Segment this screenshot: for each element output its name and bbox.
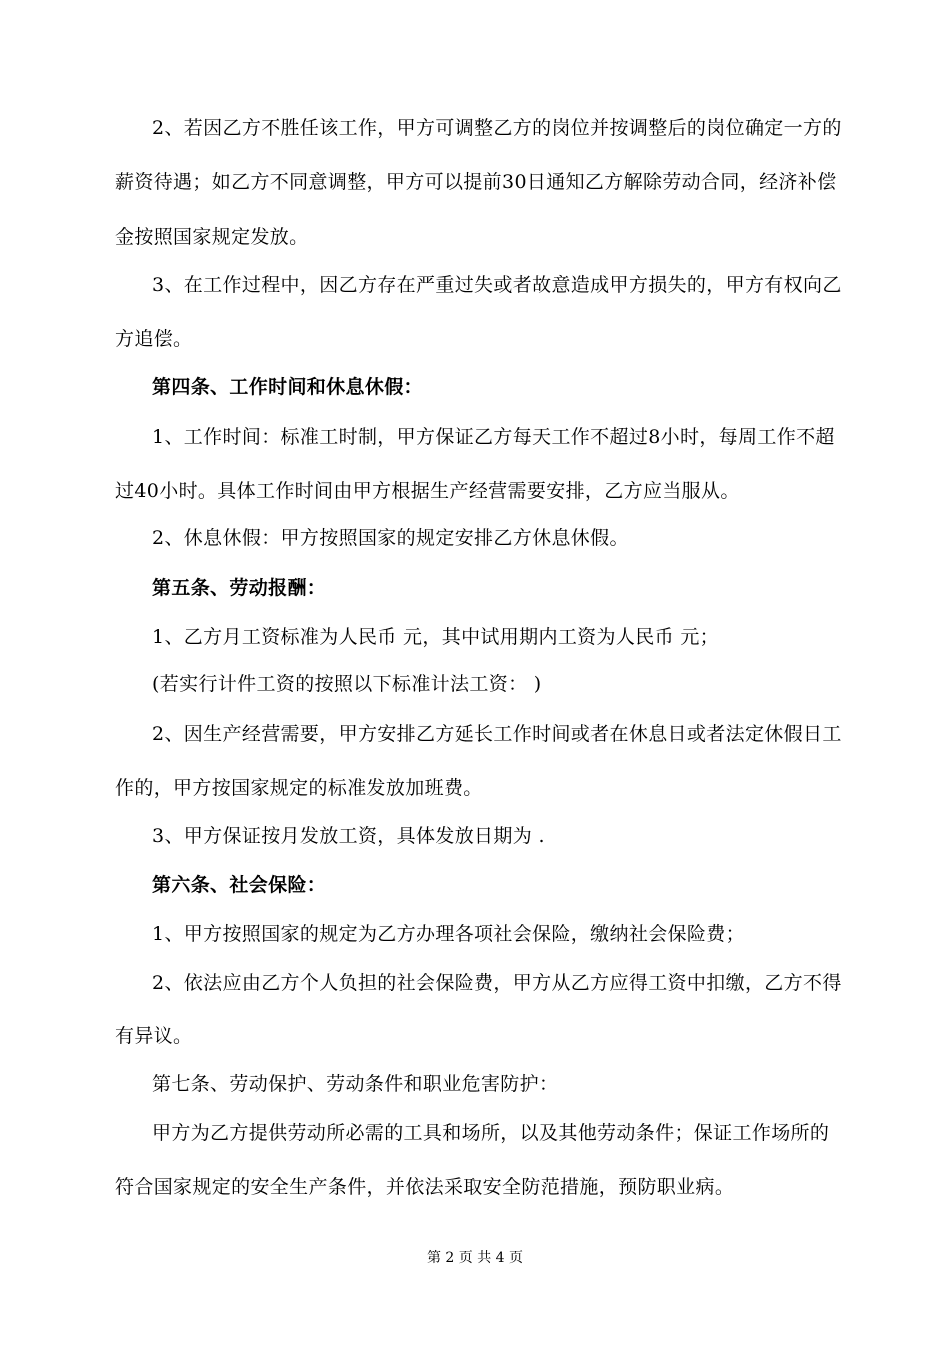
paragraph-line: 薪资待遇；如乙方不同意调整，甲方可以提前30日通知乙方解除劳动合同，经济补偿 [115,171,837,193]
paragraph-line: 2、若因乙方不胜任该工作，甲方可调整乙方的岗位并按调整后的岗位确定一方的 [152,117,842,139]
paragraph-line: 2、休息休假：甲方按照国家的规定安排乙方休息休假。 [152,527,629,549]
paragraph-line: 甲方为乙方提供劳动所必需的工具和场所，以及其他劳动条件；保证工作场所的 [152,1122,830,1144]
section-heading: 第六条、社会保险： [152,874,327,896]
paragraph-line: 有异议。 [115,1025,193,1047]
paragraph-line: 2、因生产经营需要，甲方安排乙方延长工作时间或者在休息日或者法定休假日工 [152,723,842,745]
paragraph-line: (若实行计件工资的按照以下标准计法工资： ) [152,673,542,695]
page-number: 第 2 页 共 4 页 [426,1250,524,1266]
paragraph-line: 3、在工作过程中，因乙方存在严重过失或者故意造成甲方损失的，甲方有权向乙 [152,274,842,296]
paragraph-line: 方追偿。 [115,328,193,350]
paragraph-line: 1、甲方按照国家的规定为乙方办理各项社会保险，缴纳社会保险费； [152,923,745,945]
paragraph-line: 3、甲方保证按月发放工资，具体发放日期为 . [152,825,545,847]
paragraph-line: 1、工作时间：标准工时制，甲方保证乙方每天工作不超过8小时，每周工作不超 [152,426,835,448]
section-heading: 第五条、劳动报酬： [152,577,327,599]
paragraph-line: 过40小时。具体工作时间由甲方根据生产经营需要安排，乙方应当服从。 [115,480,740,502]
paragraph-line: 2、依法应由乙方个人负担的社会保险费，甲方从乙方应得工资中扣缴，乙方不得 [152,972,842,994]
paragraph-line: 1、乙方月工资标准为人民币 元，其中试用期内工资为人民币 元； [152,626,720,648]
section-heading: 第七条、劳动保护、劳动条件和职业危害防护： [152,1073,559,1095]
section-heading: 第四条、工作时间和休息休假： [152,376,423,398]
paragraph-line: 符合国家规定的安全生产条件，并依法采取安全防范措施，预防职业病。 [115,1176,735,1198]
paragraph-line: 作的，甲方按国家规定的标准发放加班费。 [115,777,483,799]
paragraph-line: 金按照国家规定发放。 [115,226,309,248]
